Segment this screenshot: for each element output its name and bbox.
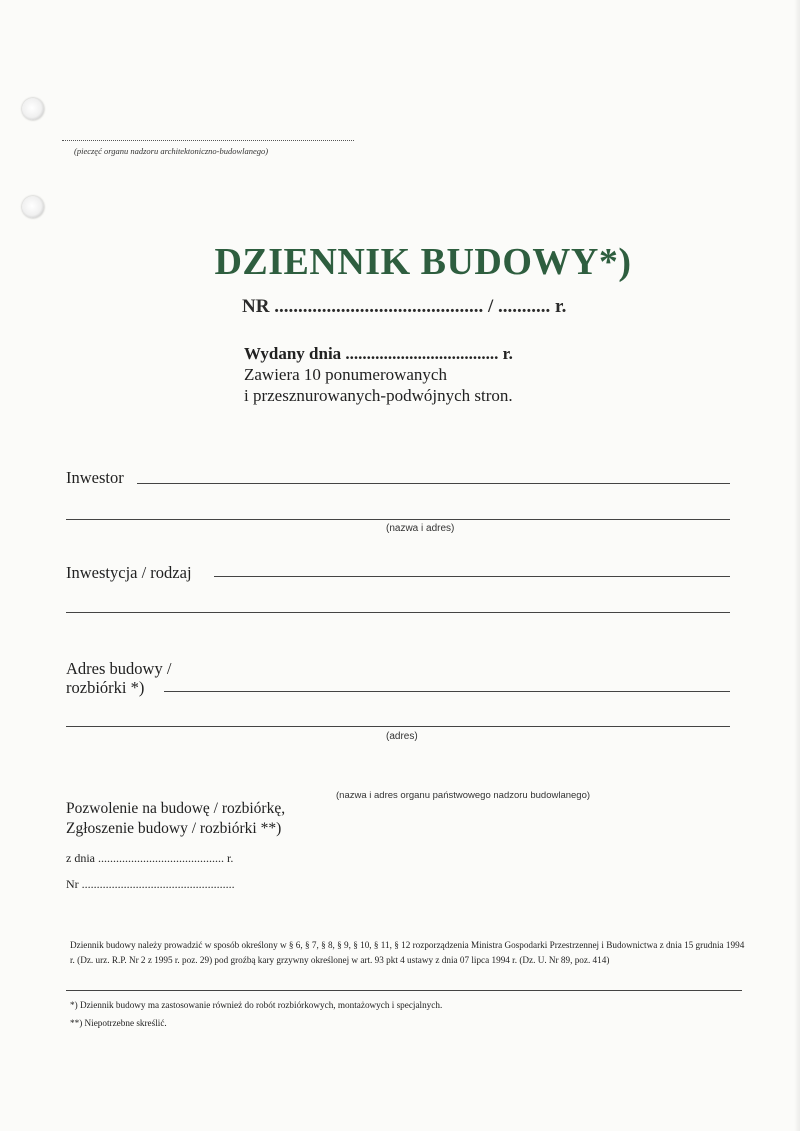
footnote-2: **) Niepotrzebne skreślić. <box>70 1018 167 1028</box>
investor-caption: (nazwa i adres) <box>386 523 455 534</box>
issued-date-line <box>244 343 513 364</box>
address-caption: (adres) <box>386 731 418 742</box>
pages-info-line2: i przesznurowanych-podwójnych stron. <box>244 386 513 405</box>
investor-label: Inwestor <box>66 468 124 487</box>
issued-date-label: Wydany dnia <box>244 344 342 363</box>
punch-hole-top <box>22 98 44 120</box>
stamp-dotted-line <box>62 140 354 141</box>
investment-label: Inwestycja / rodzaj <box>66 563 192 582</box>
legal-notice: Dziennik budowy należy prowadzić w sposób określony w § 6, § 7, § 8, § 9, § 10, § 11, § 12 rozporządzenia Ministra Gospodarki Przestrzennej i Budownictwa z dnia 15 grudnia 1994 r. (Dz. urz. R.P. Nr 2 z 1995 r. poz. 29) pod groźbą kary grzywny określonej w art. 93 pkt 4 ustawy z dnia 07 lipca 1994 r. (Dz. U. Nr 89, poz. 414) <box>70 940 745 965</box>
issued-block <box>244 343 513 406</box>
page-edge-shadow <box>794 0 800 1131</box>
address-line-2[interactable] <box>66 726 730 727</box>
permit-number-field[interactable]: Nr ................................................... <box>66 877 235 891</box>
permit-line1: Pozwolenie na budowę / rozbiórkę, <box>66 800 286 817</box>
document-title-text: DZIENNIK BUDOWY*) <box>214 241 632 283</box>
footnote-divider <box>66 990 742 991</box>
pages-info-line1: Zawiera 10 ponumerowanych <box>244 365 447 384</box>
address-label-line1: Adres budowy / <box>66 659 172 678</box>
investor-line-2[interactable] <box>66 519 730 520</box>
permit-block <box>66 799 285 839</box>
permit-line2: Zgłoszenie budowy / rozbiórki **) <box>66 820 282 837</box>
punch-hole-bottom <box>22 196 44 218</box>
permit-date-field[interactable]: z dnia .......................................... r. <box>66 851 234 865</box>
stamp-label: (pieczęć organu nadzoru architektoniczno-budowlanego) <box>74 146 269 156</box>
address-line-1[interactable] <box>164 691 730 692</box>
investment-line-1[interactable] <box>214 576 730 577</box>
document-title <box>0 240 800 284</box>
investor-line-1[interactable] <box>137 483 730 484</box>
register-number-line: NR ............................................ / ........... r. <box>242 296 567 317</box>
investment-line-2[interactable] <box>66 612 730 613</box>
authority-caption: (nazwa i adres organu państwowego nadzoru budowlanego) <box>336 790 591 801</box>
issued-date-dots: .................................... r. <box>341 344 513 363</box>
address-label-line2: rozbiórki *) <box>66 678 145 697</box>
footnote-1: *) Dziennik budowy ma zastosowanie również do robót rozbiórkowych, montażowych i specjalnych. <box>70 1000 443 1010</box>
